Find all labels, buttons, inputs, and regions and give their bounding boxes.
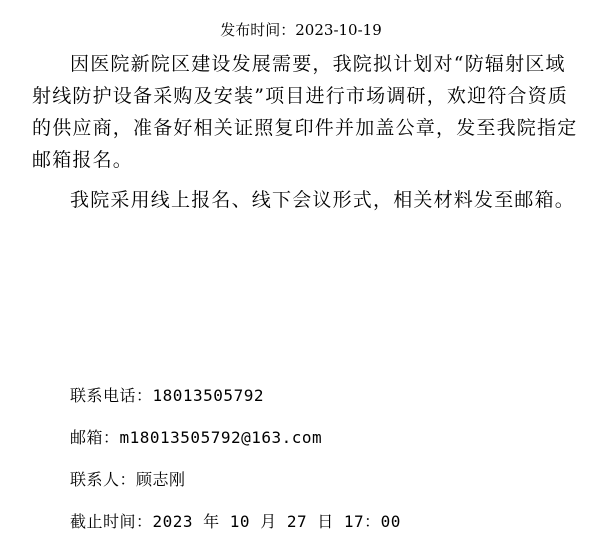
- deadline: 截止时间：2023 年 10 月 27 日 17：00: [70, 512, 401, 531]
- body-paragraph-2: 我院采用线上报名、线下会议形式，相关材料发至邮箱。: [70, 189, 576, 211]
- body-paragraph-1: 因医院新院区建设发展需要，我院拟计划对“防辐射区域射线防护设备采购及安装”项目进行市场调研，欢迎符合资质的供应商，准备好相关证照复印件并加盖公章，发至我院指定邮箱报名。: [32, 53, 578, 171]
- contact-email: 邮箱：m18013505792@163.com: [70, 428, 323, 447]
- contact-person: 联系人：顾志刚: [70, 470, 186, 489]
- publish-time: [0, 20, 602, 40]
- publish-date: 2023-10-19: [295, 21, 382, 39]
- publish-label: 发布时间：: [220, 21, 296, 39]
- notice-body: [32, 48, 580, 216]
- contact-phone: 联系电话：18013505792: [70, 386, 264, 405]
